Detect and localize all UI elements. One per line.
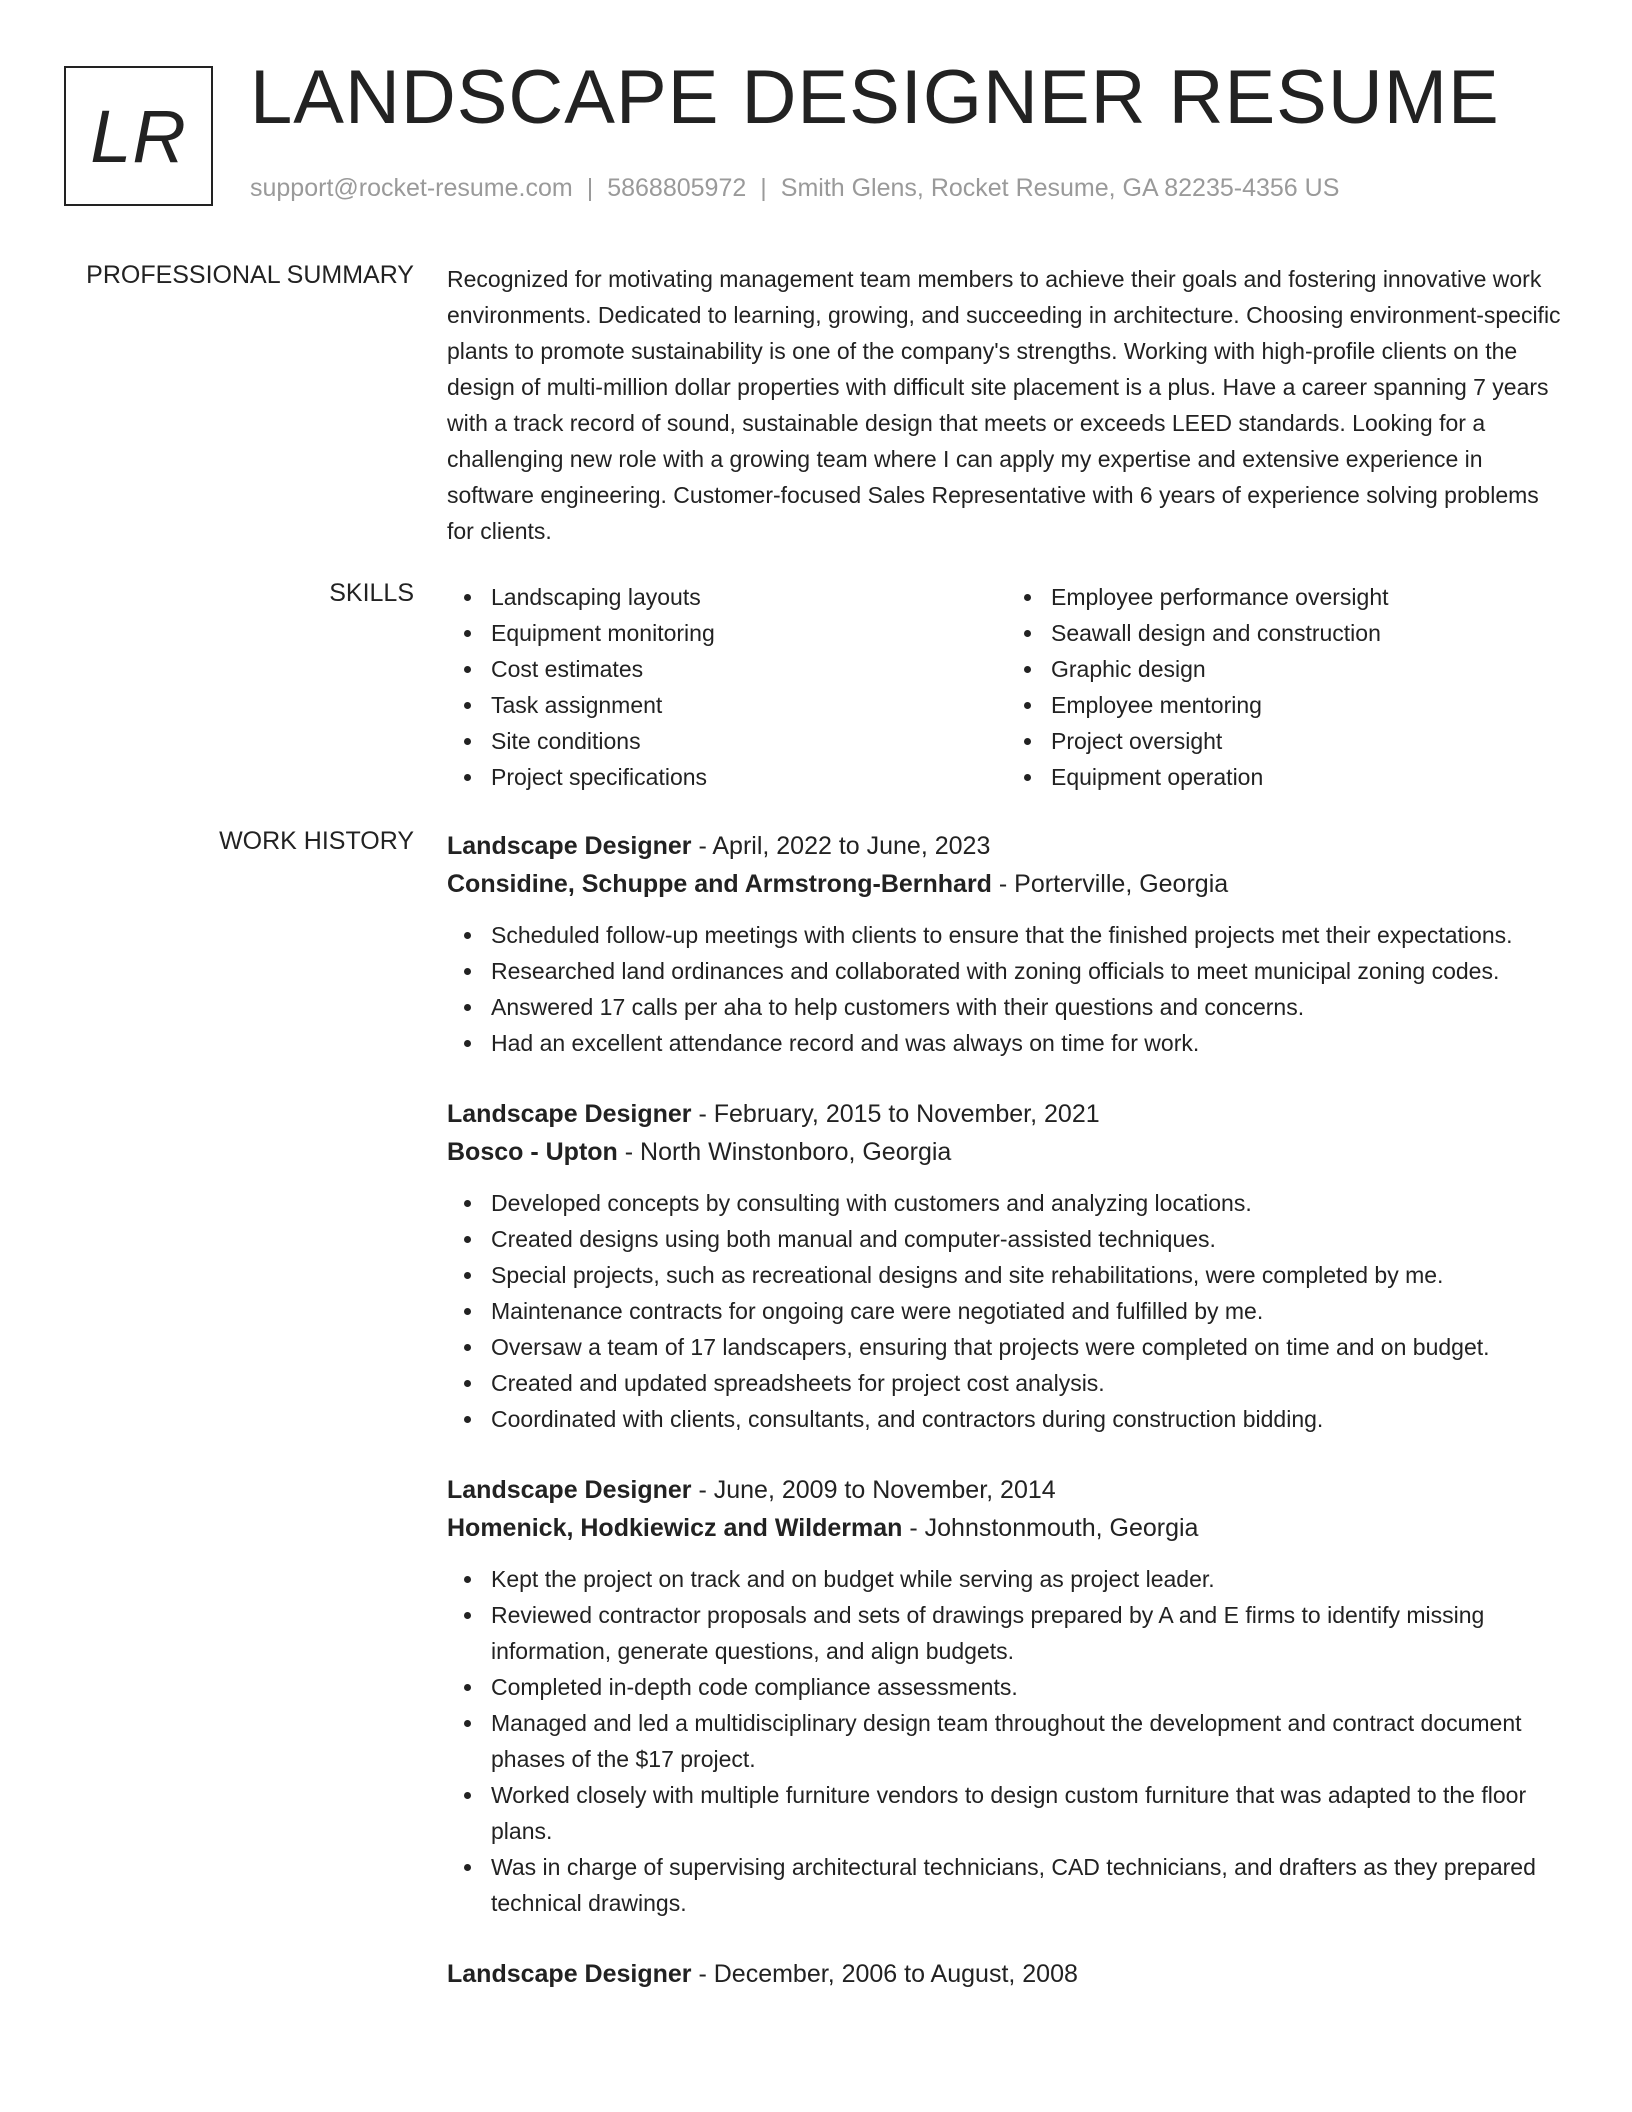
job-bullet: Maintenance contracts for ongoing care were negotiated and fulfilled by me. — [491, 1293, 1567, 1329]
job-title: Landscape Designer — [447, 832, 692, 860]
summary-text: Recognized for motivating management team members to achieve their goals and fostering innovative work environments. Dedicated to learning, growing, and succeeding in architecture. Choosing environment-specific plants to promote sustainability is one of the company's strengths. Working with high-profile clients on the design of multi-million dollar properties with difficult site placement is a plus. Have a career spanning 7 years with a track record of sound, sustainable design that meets or exceeds LEED standards. Looking for a challenging new role with a growing team where I can apply my expertise and extensive experience in software engineering. Customer-focused Sales Representative with 6 years of experience solving problems for clients. — [447, 266, 1561, 544]
skill-item: Equipment operation — [1051, 759, 1567, 795]
job-bullet: Created and updated spreadsheets for project cost analysis. — [491, 1365, 1567, 1401]
work-label: WORK HISTORY — [219, 827, 414, 855]
contact-email[interactable]: support@rocket-resume.com — [250, 174, 573, 202]
job-title-line — [447, 1095, 1567, 1133]
monogram-logo: LR — [64, 66, 213, 206]
resume-title: LANDSCAPE DESIGNER RESUME — [250, 55, 1500, 140]
contact-separator: | — [586, 174, 594, 202]
job-bullets — [447, 1561, 1567, 1921]
job-title-line — [447, 1955, 1567, 1993]
job-title-line — [447, 1471, 1567, 1509]
job-dates: - December, 2006 to August, 2008 — [691, 1960, 1078, 1988]
job-location: - North Winstonboro, Georgia — [617, 1138, 952, 1166]
job-bullet: Completed in-depth code compliance assessments. — [491, 1669, 1567, 1705]
skill-item: Equipment monitoring — [491, 615, 1007, 651]
job-bullet: Worked closely with multiple furniture vendors to design custom furniture that was adapted to the floor plans. — [491, 1777, 1567, 1849]
job-entry — [447, 1471, 1567, 1921]
skill-item: Employee performance oversight — [1051, 579, 1567, 615]
job-bullet: Was in charge of supervising architectural technicians, CAD technicians, and drafters as they prepared technical drawings. — [491, 1849, 1567, 1921]
contact-separator: | — [760, 174, 767, 202]
skill-item: Project specifications — [491, 759, 1007, 795]
job-company: Bosco - Upton — [447, 1138, 618, 1166]
skill-item: Project oversight — [1051, 723, 1567, 759]
job-entry — [447, 827, 1567, 1061]
skills-grid — [447, 579, 1567, 795]
skill-item: Landscaping layouts — [491, 579, 1007, 615]
job-company: Homenick, Hodkiewicz and Wilderman — [447, 1514, 903, 1542]
skills-label: SKILLS — [329, 579, 414, 607]
job-location: - Johnstonmouth, Georgia — [902, 1514, 1199, 1542]
job-bullet: Researched land ordinances and collaborated with zoning officials to meet municipal zoning codes. — [491, 953, 1567, 989]
job-bullet: Reviewed contractor proposals and sets of drawings prepared by A and E firms to identify missing information, generate questions, and align budgets. — [491, 1597, 1567, 1669]
job-bullet: Managed and led a multidisciplinary design team throughout the development and contract document phases of the $17 project. — [491, 1705, 1567, 1777]
skills-list-left — [447, 579, 1007, 795]
summary-label: PROFESSIONAL SUMMARY — [86, 261, 414, 289]
job-bullet: Developed concepts by consulting with customers and analyzing locations. — [491, 1185, 1567, 1221]
contact-phone: 5868805972 — [607, 174, 747, 202]
job-bullet: Kept the project on track and on budget while serving as project leader. — [491, 1561, 1567, 1597]
job-bullet: Had an excellent attendance record and was always on time for work. — [491, 1025, 1567, 1061]
job-bullets — [447, 917, 1567, 1061]
job-bullet: Created designs using both manual and computer-assisted techniques. — [491, 1221, 1567, 1257]
skill-item: Graphic design — [1051, 651, 1567, 687]
job-dates: - June, 2009 to November, 2014 — [691, 1476, 1056, 1504]
job-entry — [447, 1955, 1567, 1993]
job-company-line — [447, 1509, 1567, 1547]
job-bullet: Scheduled follow-up meetings with clients to ensure that the finished projects met their expectations. — [491, 917, 1567, 953]
skill-item: Task assignment — [491, 687, 1007, 723]
skill-item: Site conditions — [491, 723, 1007, 759]
job-title: Landscape Designer — [447, 1100, 692, 1128]
job-location: - Porterville, Georgia — [991, 870, 1229, 898]
job-company-line — [447, 1133, 1567, 1171]
work-jobs — [447, 827, 1567, 2027]
job-dates: - February, 2015 to November, 2021 — [691, 1100, 1100, 1128]
skill-item: Seawall design and construction — [1051, 615, 1567, 651]
job-entry — [447, 1095, 1567, 1437]
job-bullet: Coordinated with clients, consultants, and contractors during construction bidding. — [491, 1401, 1567, 1437]
job-bullets — [447, 1185, 1567, 1437]
job-company-line — [447, 865, 1567, 903]
job-company: Considine, Schuppe and Armstrong-Bernhard — [447, 870, 992, 898]
job-bullet: Oversaw a team of 17 landscapers, ensuring that projects were completed on time and on budget. — [491, 1329, 1567, 1365]
skill-item: Cost estimates — [491, 651, 1007, 687]
skills-list-right — [1007, 579, 1567, 795]
contact-address: Smith Glens, Rocket Resume, GA 82235-4356 US — [780, 174, 1340, 202]
skill-item: Employee mentoring — [1051, 687, 1567, 723]
job-dates: - April, 2022 to June, 2023 — [691, 832, 991, 860]
job-title-line — [447, 827, 1567, 865]
job-title: Landscape Designer — [447, 1476, 692, 1504]
contact-line — [250, 174, 1339, 203]
job-title: Landscape Designer — [447, 1960, 692, 1988]
job-bullet: Answered 17 calls per aha to help customers with their questions and concerns. — [491, 989, 1567, 1025]
job-bullet: Special projects, such as recreational designs and site rehabilitations, were completed by me. — [491, 1257, 1567, 1293]
